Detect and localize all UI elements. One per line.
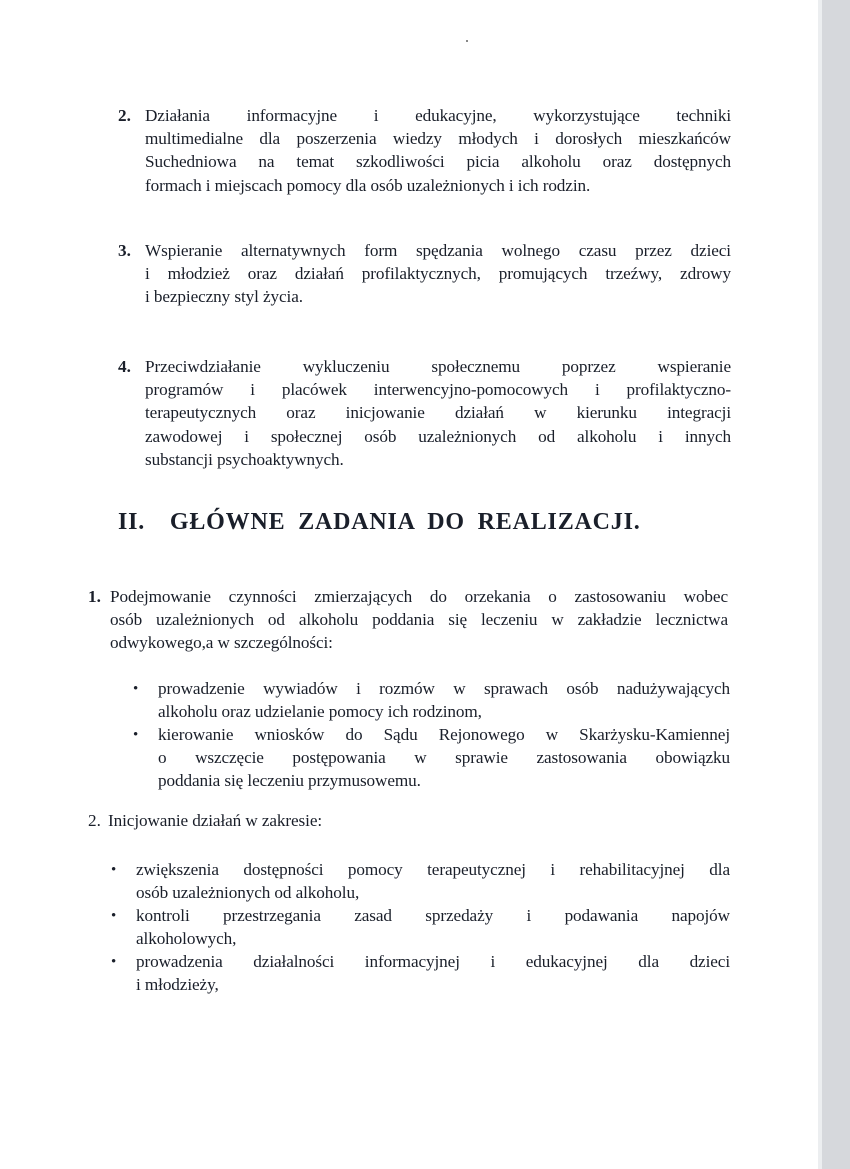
goal-text-line: multimedialne dla poszerzenia wiedzy młodych i dorosłych mieszkańców — [145, 129, 731, 149]
goal-number: 4. — [118, 357, 131, 376]
scan-edge — [822, 0, 850, 1169]
task-text-line: osób uzależnionych od alkoholu poddania się leczeniu w zakładzie lecznictwa — [110, 610, 728, 630]
goal-text-line: i bezpieczny styl życia. — [145, 287, 303, 307]
bullet-text-line: alkoholowych, — [136, 929, 237, 949]
bullet-icon: • — [111, 954, 117, 970]
bullet-text-line: osób uzależnionych od alkoholu, — [136, 883, 360, 903]
bullet-text-line: alkoholu oraz udzielanie pomocy ich rodzinom, — [158, 702, 482, 722]
goal-text-line: i młodzież oraz działań profilaktycznych, promujących trzeźwy, zdrowy — [145, 264, 731, 284]
bullet-text-line: kontroli przestrzegania zasad sprzedaży i podawania napojów — [136, 906, 730, 925]
section-number: II. — [118, 509, 146, 535]
bullet-icon: • — [111, 862, 117, 878]
bullet-text-line: poddania się leczeniu przymusowemu. — [158, 771, 421, 791]
bullet-icon: • — [133, 727, 139, 743]
goal-text-line: terapeutycznych oraz inicjowanie działań w kierunku integracji — [145, 403, 731, 423]
scan-speck — [466, 40, 468, 42]
goal-number: 2. — [118, 106, 131, 125]
goal-number: 3. — [118, 241, 131, 260]
bullet-text-line: prowadzenie wywiadów i rozmów w sprawach osób nadużywających — [158, 679, 730, 698]
goal-text-line: Wspieranie alternatywnych form spędzania wolnego czasu przez dzieci — [145, 241, 731, 260]
goal-text-line: Suchedniowa na temat szkodliwości picia alkoholu oraz dostępnych — [145, 152, 731, 172]
section-title: GŁÓWNE ZADANIA DO REALIZACJI. — [169, 509, 641, 535]
bullet-icon: • — [133, 681, 139, 697]
bullet-text-line: o wszczęcie postępowania w sprawie zastosowania obowiązku — [158, 748, 730, 768]
bullet-text-line: zwiększenia dostępności pomocy terapeutycznej i rehabilitacyjnej dla — [136, 860, 730, 879]
bullet-icon: • — [111, 908, 117, 924]
task-text-line: Podejmowanie czynności zmierzających do orzekania o zastosowaniu wobec — [110, 587, 728, 606]
goal-text-line: programów i placówek interwencyjno-pomocowych i profilaktyczno- — [145, 380, 731, 400]
task-number: 2. — [88, 811, 101, 830]
goal-text-line: Przeciwdziałanie wykluczeniu społecznemu poprzez wspieranie — [145, 357, 731, 376]
task-text-line: odwykowego,a w szczególności: — [110, 633, 333, 653]
task-number: 1. — [88, 587, 101, 606]
bullet-text-line: prowadzenia działalności informacyjnej i edukacyjnej dla dzieci — [136, 952, 730, 971]
goal-text-line: formach i miejscach pomocy dla osób uzależnionych i ich rodzin. — [145, 175, 591, 195]
bullet-text-line: kierowanie wniosków do Sądu Rejonowego w Skarżysku-Kamiennej — [158, 725, 730, 744]
task-text-line: Inicjowanie działań w zakresie: — [108, 811, 323, 830]
bullet-text-line: i młodzieży, — [136, 975, 219, 995]
goal-text-line: substancji psychoaktywnych. — [145, 449, 344, 469]
goal-text-line: Działania informacyjne i edukacyjne, wykorzystujące techniki — [145, 106, 731, 125]
section-heading — [118, 509, 641, 536]
goal-text-line: zawodowej i społecznej osób uzależnionych od alkoholu i innych — [145, 426, 731, 446]
